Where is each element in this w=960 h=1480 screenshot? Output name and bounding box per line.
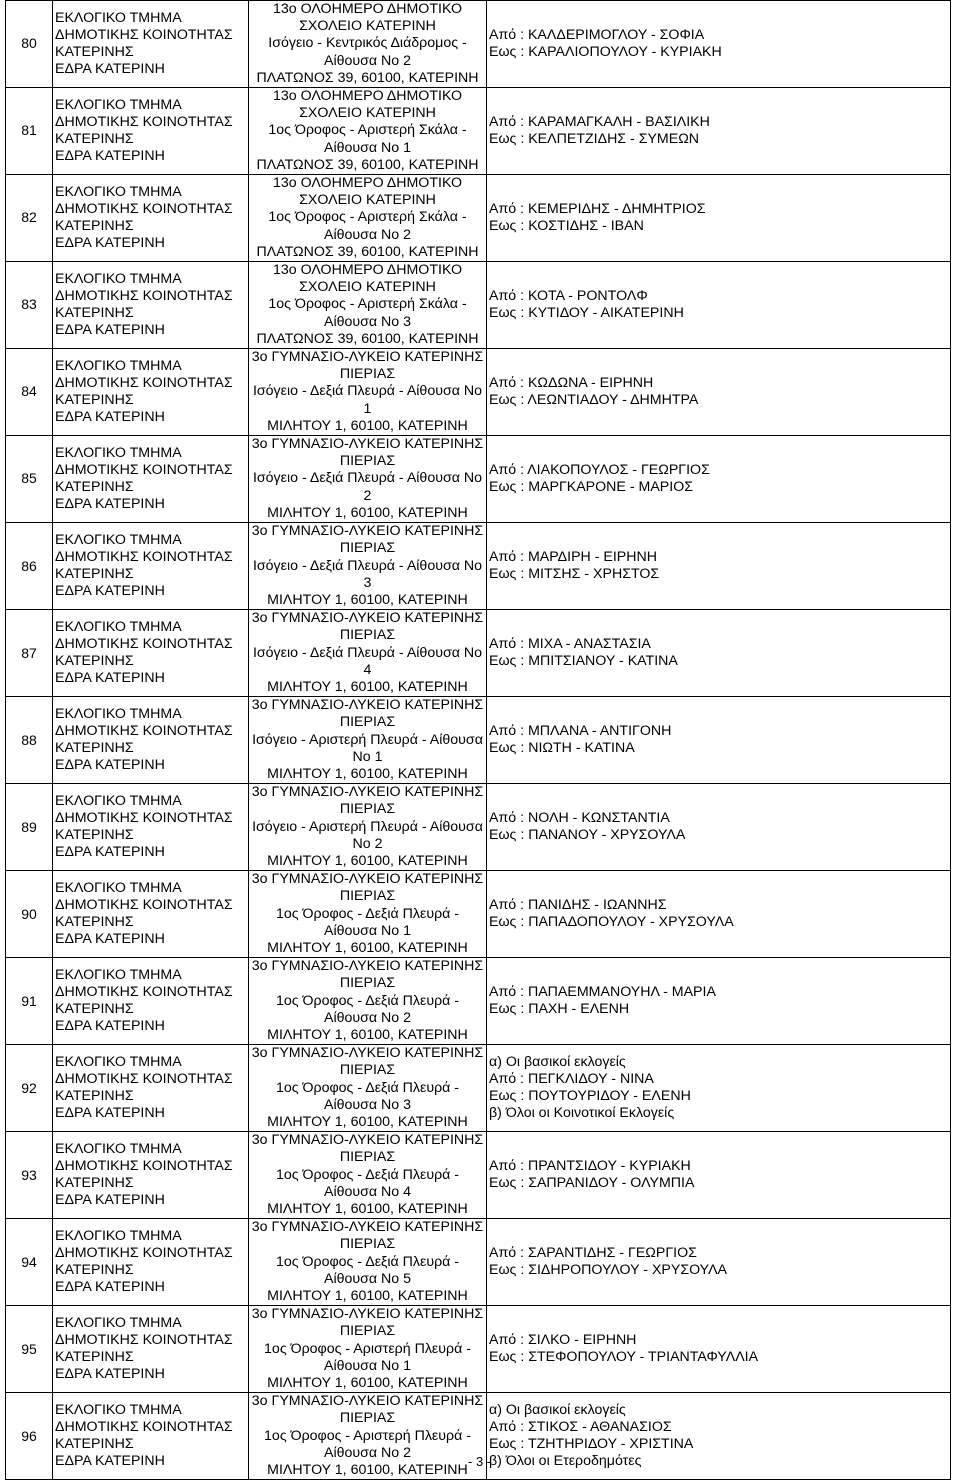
voter-range-line: Εως : ΚΑΡΑΛΙΟΠΟΥΛΟΥ - ΚΥΡΙΑΚΗ — [489, 44, 722, 60]
section-name-cell — [53, 1045, 249, 1132]
voter-range-line: Από : ΠΕΓΚΛΙΔΟΥ - ΝΙΝΑ — [489, 1070, 654, 1087]
section-name-cell — [53, 610, 249, 697]
polling-location-cell — [249, 1219, 487, 1306]
section-name-line: ΚΑΤΕΡΙΝΗΣ — [55, 392, 134, 409]
voter-range-line: Από : ΠΡΑΝΤΣΙΔΟΥ - ΚΥΡΙΑΚΗ — [489, 1158, 691, 1174]
voter-range-line: Από : ΝΟΛΗ - ΚΩΝΣΤΑΝΤΙΑ — [489, 809, 670, 826]
polling-location-line: 3ο ΓΥΜΝΑΣΙΟ-ΛΥΚΕΙΟ ΚΑΤΕΡΙΝΗΣ — [251, 610, 484, 627]
voter-range-cell — [487, 610, 951, 697]
polling-location-line: ΜΙΛΗΤΟΥ 1, 60100, ΚΑΤΕΡΙΝΗ — [267, 852, 468, 869]
polling-location-cell — [249, 1132, 487, 1219]
section-name-line: ΔΗΜΟΤΙΚΗΣ ΚΟΙΝΟΤΗΤΑΣ — [55, 635, 233, 652]
polling-location-line: 3ο ΓΥΜΝΑΣΙΟ-ΛΥΚΕΙΟ ΚΑΤΕΡΙΝΗΣ — [251, 1132, 484, 1149]
polling-location-line: ΜΙΛΗΤΟΥ 1, 60100, ΚΑΤΕΡΙΝΗ — [267, 1462, 468, 1479]
polling-location-line: 1ος Όροφος - Αριστερή Σκάλα - — [268, 122, 467, 139]
section-name-line: ΕΚΛΟΓΙΚΟ ΤΜΗΜΑ — [55, 1053, 182, 1070]
section-name-line: ΕΔΡΑ ΚΑΤΕΡΙΝΗ — [55, 61, 165, 78]
section-name-line: ΚΑΤΕΡΙΝΗΣ — [55, 653, 134, 670]
voter-range-cell — [487, 697, 951, 784]
section-name-line: ΚΑΤΕΡΙΝΗΣ — [55, 827, 134, 844]
section-number: 91 — [6, 958, 53, 1045]
section-name-line: ΕΔΡΑ ΚΑΤΕΡΙΝΗ — [55, 1105, 165, 1122]
section-name-line: ΕΔΡΑ ΚΑΤΕΡΙΝΗ — [55, 931, 165, 948]
table-row — [6, 88, 951, 175]
section-name-cell — [53, 88, 249, 175]
voter-range-cell — [487, 1045, 951, 1132]
section-number: 89 — [6, 784, 53, 871]
polling-location-line: ΜΙΛΗΤΟΥ 1, 60100, ΚΑΤΕΡΙΝΗ — [267, 678, 468, 695]
polling-location-cell — [249, 349, 487, 436]
section-name-line: ΕΚΛΟΓΙΚΟ ΤΜΗΜΑ — [55, 9, 182, 26]
section-name-line: ΕΔΡΑ ΚΑΤΕΡΙΝΗ — [55, 148, 165, 165]
voter-range-line: Από : ΛΙΑΚΟΠΟΥΛΟΣ - ΓΕΩΡΓΙΟΣ — [489, 461, 710, 478]
section-name-line: ΕΔΡΑ ΚΑΤΕΡΙΝΗ — [55, 1279, 165, 1296]
voter-range-line: Από : ΚΩΔΩΝΑ - ΕΙΡΗΝΗ — [489, 374, 654, 391]
section-name-line: ΕΔΡΑ ΚΑΤΕΡΙΝΗ — [55, 757, 165, 774]
polling-location-line: ΠΙΕΡΙΑΣ — [339, 366, 396, 383]
polling-location-line: 13ο ΟΛΟΗΜΕΡΟ ΔΗΜΟΤΙΚΟ — [272, 262, 463, 279]
voter-range-line: Εως : ΛΕΩΝΤΙΑΔΟΥ - ΔΗΜΗΤΡΑ — [489, 392, 699, 409]
voter-range-line: Από : ΚΟΤΑ - ΡΟΝΤΟΛΦ — [489, 287, 648, 304]
polling-location-line: ΜΙΛΗΤΟΥ 1, 60100, ΚΑΤΕΡΙΝΗ — [267, 1288, 468, 1305]
voter-range-line: Εως : ΣΑΠΡΑΝΙΔΟΥ - ΟΛΥΜΠΙΑ — [489, 1175, 695, 1192]
section-name-line: ΕΚΛΟΓΙΚΟ ΤΜΗΜΑ — [55, 357, 182, 374]
section-name-line: ΕΔΡΑ ΚΑΤΕΡΙΝΗ — [55, 322, 165, 339]
polling-location-line: ΠΙΕΡΙΑΣ — [339, 888, 396, 905]
polling-location-line: Νο 1 — [352, 748, 383, 765]
voter-range-line: Εως : ΜΙΤΣΗΣ - ΧΡΗΣΤΟΣ — [489, 566, 660, 583]
polling-location-cell — [249, 697, 487, 784]
table-row — [6, 1045, 951, 1132]
section-name-cell — [53, 349, 249, 436]
table-row — [6, 262, 951, 349]
voter-range-line: Εως : ΤΖΗΤΗΡΙΔΟΥ - ΧΡΙΣΤΙΝΑ — [489, 1436, 694, 1453]
section-name-line: ΚΑΤΕΡΙΝΗΣ — [55, 305, 134, 322]
polling-location-line: 1ος Όροφος - Αριστερή Πλευρά - — [264, 1340, 471, 1357]
voter-range-cell — [487, 1132, 951, 1219]
polling-location-line: 1ος Όροφος - Δεξιά Πλευρά - — [275, 1253, 460, 1270]
section-name-line: ΔΗΜΟΤΙΚΗΣ ΚΟΙΝΟΤΗΤΑΣ — [55, 722, 233, 739]
voter-range-line: Εως : ΜΑΡΓΚΑΡΟΝΕ - ΜΑΡΙΟΣ — [489, 479, 693, 496]
voter-range-line: Από : ΜΑΡΔΙΡΗ - ΕΙΡΗΝΗ — [489, 548, 657, 565]
polling-location-line: ΣΧΟΛΕΙΟ ΚΑΤΕΡΙΝΗ — [299, 18, 436, 35]
voter-range-cell — [487, 88, 951, 175]
voter-range-cell — [487, 784, 951, 871]
voter-range-cell — [487, 349, 951, 436]
table-row — [6, 1219, 951, 1306]
polling-location-line: 3ο ΓΥΜΝΑΣΙΟ-ΛΥΚΕΙΟ ΚΑΤΕΡΙΝΗΣ — [251, 1045, 484, 1062]
section-name-line: ΕΚΛΟΓΙΚΟ ΤΜΗΜΑ — [55, 96, 182, 113]
section-number: 92 — [6, 1045, 53, 1132]
section-number: 85 — [6, 436, 53, 523]
polling-location-cell — [249, 88, 487, 175]
table-body — [6, 1, 951, 1480]
section-name-cell — [53, 1219, 249, 1306]
section-name-line: ΕΔΡΑ ΚΑΤΕΡΙΝΗ — [55, 583, 165, 600]
voter-range-line: β) Όλοι οι Κοινοτικοί Εκλογείς — [489, 1105, 675, 1122]
section-name-line: ΔΗΜΟΤΙΚΗΣ ΚΟΙΝΟΤΗΤΑΣ — [55, 26, 233, 43]
section-name-line: ΔΗΜΟΤΙΚΗΣ ΚΟΙΝΟΤΗΤΑΣ — [55, 1419, 233, 1436]
polling-location-cell — [249, 436, 487, 523]
section-number: 94 — [6, 1219, 53, 1306]
voter-range-line: Από : ΣΑΡΑΝΤΙΔΗΣ - ΓΕΩΡΓΙΟΣ — [489, 1245, 697, 1262]
polling-location-line: ΜΙΛΗΤΟΥ 1, 60100, ΚΑΤΕΡΙΝΗ — [267, 1375, 468, 1392]
section-number: 88 — [6, 697, 53, 784]
polling-location-line: 1ος Όροφος - Αριστερή Σκάλα - — [268, 296, 467, 313]
polling-location-cell — [249, 871, 487, 958]
voter-range-line: Εως : ΣΙΔΗΡΟΠΟΥΛΟΥ - ΧΡΥΣΟΥΛΑ — [489, 1262, 728, 1279]
section-name-cell — [53, 784, 249, 871]
polling-location-line: ΠΙΕΡΙΑΣ — [339, 627, 396, 644]
section-number: 83 — [6, 262, 53, 349]
polling-location-line: 3ο ΓΥΜΝΑΣΙΟ-ΛΥΚΕΙΟ ΚΑΤΕΡΙΝΗΣ — [251, 523, 484, 540]
section-name-line: ΕΔΡΑ ΚΑΤΕΡΙΝΗ — [55, 235, 165, 252]
section-number: 80 — [6, 1, 53, 88]
polling-location-line: Ισόγειο - Κεντρικός Διάδρομος - — [268, 35, 467, 52]
section-name-cell — [53, 1, 249, 88]
polling-location-line: 13ο ΟΛΟΗΜΕΡΟ ΔΗΜΟΤΙΚΟ — [272, 1, 463, 17]
section-name-line: ΕΚΛΟΓΙΚΟ ΤΜΗΜΑ — [55, 183, 182, 200]
polling-location-cell — [249, 958, 487, 1045]
polling-location-line: 3ο ΓΥΜΝΑΣΙΟ-ΛΥΚΕΙΟ ΚΑΤΕΡΙΝΗΣ — [251, 1306, 484, 1323]
polling-stations-table — [5, 0, 951, 1480]
polling-location-line: ΠΛΑΤΩΝΟΣ 39, 60100, ΚΑΤΕΡΙΝΗ — [256, 243, 479, 260]
section-name-line: ΚΑΤΕΡΙΝΗΣ — [55, 1349, 134, 1366]
voter-range-line: β) Όλοι οι Ετεροδημότες — [489, 1453, 642, 1470]
polling-location-line: Αίθουσα Νο 2 — [323, 52, 412, 69]
voter-range-cell — [487, 175, 951, 262]
voter-range-line: Εως : ΚΕΛΠΕΤΖΙΔΗΣ - ΣΥΜΕΩΝ — [489, 131, 700, 148]
voter-range-line: Από : ΚΑΡΑΜΑΓΚΑΛΗ - ΒΑΣΙΛΙΚΗ — [489, 113, 710, 130]
polling-location-line: 1ος Όροφος - Δεξιά Πλευρά - — [275, 905, 460, 922]
table-row — [6, 1132, 951, 1219]
section-name-line: ΕΚΛΟΓΙΚΟ ΤΜΗΜΑ — [55, 1140, 182, 1157]
section-name-line: ΔΗΜΟΤΙΚΗΣ ΚΟΙΝΟΤΗΤΑΣ — [55, 461, 233, 478]
polling-location-line: Αίθουσα Νο 1 — [323, 139, 412, 156]
section-name-line: ΕΔΡΑ ΚΑΤΕΡΙΝΗ — [55, 409, 165, 426]
polling-location-line: ΠΙΕΡΙΑΣ — [339, 1062, 396, 1079]
section-name-line: ΔΗΜΟΤΙΚΗΣ ΚΟΙΝΟΤΗΤΑΣ — [55, 548, 233, 565]
section-name-line: ΕΚΛΟΓΙΚΟ ΤΜΗΜΑ — [55, 1401, 182, 1418]
section-name-line: ΕΚΛΟΓΙΚΟ ΤΜΗΜΑ — [55, 444, 182, 461]
voter-range-line: α) Οι βασικοί εκλογείς — [489, 1053, 626, 1070]
polling-location-line: Ισόγειο - Δεξιά Πλευρά - Αίθουσα Νο — [252, 644, 483, 661]
section-name-cell — [53, 1132, 249, 1219]
section-name-line: ΕΚΛΟΓΙΚΟ ΤΜΗΜΑ — [55, 879, 182, 896]
voter-range-cell — [487, 262, 951, 349]
voter-range-line: Εως : ΠΟΥΤΟΥΡΙΔΟΥ - ΕΛΕΝΗ — [489, 1088, 691, 1105]
section-name-line: ΚΑΤΕΡΙΝΗΣ — [55, 740, 134, 757]
polling-location-line: 3ο ΓΥΜΝΑΣΙΟ-ΛΥΚΕΙΟ ΚΑΤΕΡΙΝΗΣ — [251, 697, 484, 714]
voter-range-line: Από : ΚΑΛΔΕΡΙΜΟΓΛΟΥ - ΣΟΦΙΑ — [489, 26, 705, 43]
table-row — [6, 1306, 951, 1393]
polling-location-cell — [249, 262, 487, 349]
polling-location-line: 2 — [363, 487, 372, 504]
polling-location-line: Ισόγειο - Δεξιά Πλευρά - Αίθουσα Νο — [252, 383, 483, 400]
polling-location-cell — [249, 1306, 487, 1393]
polling-location-line: Αίθουσα Νο 4 — [323, 1183, 412, 1200]
voter-range-line: α) Οι βασικοί εκλογείς — [489, 1401, 626, 1418]
polling-location-line: ΜΙΛΗΤΟΥ 1, 60100, ΚΑΤΕΡΙΝΗ — [267, 1114, 468, 1130]
section-name-line: ΔΗΜΟΤΙΚΗΣ ΚΟΙΝΟΤΗΤΑΣ — [55, 200, 233, 217]
section-number: 87 — [6, 610, 53, 697]
table-row — [6, 610, 951, 697]
voter-range-cell — [487, 523, 951, 610]
polling-location-line: ΣΧΟΛΕΙΟ ΚΑΤΕΡΙΝΗ — [299, 192, 436, 209]
polling-location-line: 3ο ΓΥΜΝΑΣΙΟ-ΛΥΚΕΙΟ ΚΑΤΕΡΙΝΗΣ — [251, 1393, 484, 1410]
section-name-line: ΚΑΤΕΡΙΝΗΣ — [55, 1262, 134, 1279]
section-name-line: ΚΑΤΕΡΙΝΗΣ — [55, 1001, 134, 1018]
table-row — [6, 784, 951, 871]
section-name-line: ΚΑΤΕΡΙΝΗΣ — [55, 914, 134, 931]
polling-location-line: ΜΙΛΗΤΟΥ 1, 60100, ΚΑΤΕΡΙΝΗ — [267, 1026, 468, 1043]
polling-location-line: Ισόγειο - Δεξιά Πλευρά - Αίθουσα Νο — [252, 557, 483, 574]
polling-location-line: ΠΙΕΡΙΑΣ — [339, 1236, 396, 1253]
section-name-cell — [53, 262, 249, 349]
voter-range-line: Από : ΣΙΛΚΟ - ΕΙΡΗΝΗ — [489, 1332, 637, 1349]
section-name-line: ΔΗΜΟΤΙΚΗΣ ΚΟΙΝΟΤΗΤΑΣ — [55, 287, 233, 304]
voter-range-line: Από : ΣΤΙΚΟΣ - ΑΘΑΝΑΣΙΟΣ — [489, 1419, 672, 1436]
polling-location-line: 13ο ΟΛΟΗΜΕΡΟ ΔΗΜΟΤΙΚΟ — [272, 88, 463, 105]
section-name-line: ΚΑΤΕΡΙΝΗΣ — [55, 44, 134, 60]
polling-location-line: Αίθουσα Νο 2 — [323, 226, 412, 243]
polling-location-line: 1 — [363, 400, 372, 417]
section-name-line: ΕΚΛΟΓΙΚΟ ΤΜΗΜΑ — [55, 792, 182, 809]
section-number: 82 — [6, 175, 53, 262]
section-name-line: ΔΗΜΟΤΙΚΗΣ ΚΟΙΝΟΤΗΤΑΣ — [55, 809, 233, 826]
polling-location-line: ΜΙΛΗΤΟΥ 1, 60100, ΚΑΤΕΡΙΝΗ — [267, 417, 468, 434]
section-number: 84 — [6, 349, 53, 436]
voter-range-line: Από : ΠΑΠΑΕΜΜΑΝΟΥΗΛ - ΜΑΡΙΑ — [489, 983, 716, 1000]
section-name-line: ΚΑΤΕΡΙΝΗΣ — [55, 218, 134, 235]
voter-range-cell — [487, 1393, 951, 1480]
polling-location-line: ΠΙΕΡΙΑΣ — [339, 1410, 396, 1427]
polling-location-line: 3ο ΓΥΜΝΑΣΙΟ-ΛΥΚΕΙΟ ΚΑΤΕΡΙΝΗΣ — [251, 958, 484, 975]
section-name-line: ΕΚΛΟΓΙΚΟ ΤΜΗΜΑ — [55, 1314, 182, 1331]
polling-location-line: 13ο ΟΛΟΗΜΕΡΟ ΔΗΜΟΤΙΚΟ — [272, 175, 463, 192]
section-number: 81 — [6, 88, 53, 175]
polling-location-line: ΠΙΕΡΙΑΣ — [339, 801, 396, 818]
section-name-line: ΕΚΛΟΓΙΚΟ ΤΜΗΜΑ — [55, 531, 182, 548]
section-name-line: ΔΗΜΟΤΙΚΗΣ ΚΟΙΝΟΤΗΤΑΣ — [55, 1158, 233, 1174]
voter-range-cell — [487, 871, 951, 958]
voter-range-line: Εως : ΠΑΝΑΝΟΥ - ΧΡΥΣΟΥΛΑ — [489, 827, 686, 844]
section-name-line: ΕΔΡΑ ΚΑΤΕΡΙΝΗ — [55, 1192, 165, 1209]
section-name-line: ΚΑΤΕΡΙΝΗΣ — [55, 1175, 134, 1192]
polling-location-line: ΣΧΟΛΕΙΟ ΚΑΤΕΡΙΝΗ — [299, 279, 436, 296]
polling-location-line: 3ο ΓΥΜΝΑΣΙΟ-ΛΥΚΕΙΟ ΚΑΤΕΡΙΝΗΣ — [251, 1219, 484, 1236]
section-name-line: ΕΔΡΑ ΚΑΤΕΡΙΝΗ — [55, 844, 165, 861]
voter-range-cell — [487, 1, 951, 88]
polling-location-line: ΠΙΕΡΙΑΣ — [339, 540, 396, 557]
polling-location-line: 3 — [363, 574, 372, 591]
section-name-cell — [53, 523, 249, 610]
section-name-line: ΕΚΛΟΓΙΚΟ ΤΜΗΜΑ — [55, 1227, 182, 1244]
table-row — [6, 1, 951, 88]
polling-location-line: ΠΙΕΡΙΑΣ — [339, 975, 396, 992]
section-name-cell — [53, 871, 249, 958]
polling-location-line: Ισόγειο - Αριστερή Πλευρά - Αίθουσα — [252, 818, 483, 835]
polling-location-line: ΠΛΑΤΩΝΟΣ 39, 60100, ΚΑΤΕΡΙΝΗ — [256, 69, 479, 86]
voter-range-line: Από : ΠΑΝΙΔΗΣ - ΙΩΑΝΝΗΣ — [489, 896, 667, 913]
table-row — [6, 523, 951, 610]
section-name-cell — [53, 958, 249, 1045]
section-name-cell — [53, 436, 249, 523]
polling-location-line: 3ο ΓΥΜΝΑΣΙΟ-ΛΥΚΕΙΟ ΚΑΤΕΡΙΝΗΣ — [251, 349, 484, 366]
section-name-line: ΚΑΤΕΡΙΝΗΣ — [55, 566, 134, 583]
polling-location-line: Αίθουσα Νο 3 — [323, 1096, 412, 1113]
polling-location-line: 3ο ΓΥΜΝΑΣΙΟ-ΛΥΚΕΙΟ ΚΑΤΕΡΙΝΗΣ — [251, 871, 484, 888]
polling-location-cell — [249, 175, 487, 262]
table-row — [6, 349, 951, 436]
section-name-line: ΔΗΜΟΤΙΚΗΣ ΚΟΙΝΟΤΗΤΑΣ — [55, 113, 233, 130]
polling-location-line: 1ος Όροφος - Αριστερή Σκάλα - — [268, 209, 467, 226]
voter-range-line: Από : ΜΠΛΑΝΑ - ΑΝΤΙΓΟΝΗ — [489, 722, 672, 739]
polling-location-line: 1ος Όροφος - Δεξιά Πλευρά - — [275, 1166, 460, 1183]
polling-location-line: 4 — [363, 661, 372, 678]
polling-location-cell — [249, 1, 487, 88]
section-name-line: ΕΔΡΑ ΚΑΤΕΡΙΝΗ — [55, 1366, 165, 1383]
section-name-line: ΔΗΜΟΤΙΚΗΣ ΚΟΙΝΟΤΗΤΑΣ — [55, 1332, 233, 1349]
voter-range-cell — [487, 958, 951, 1045]
section-name-cell — [53, 1306, 249, 1393]
polling-location-line: ΜΙΛΗΤΟΥ 1, 60100, ΚΑΤΕΡΙΝΗ — [267, 504, 468, 521]
voter-range-line: Εως : ΣΤΕΦΟΠΟΥΛΟΥ - ΤΡΙΑΝΤΑΦΥΛΛΙΑ — [489, 1349, 759, 1366]
polling-location-line: Αίθουσα Νο 1 — [323, 1357, 412, 1374]
section-name-line: ΕΔΡΑ ΚΑΤΕΡΙΝΗ — [55, 1018, 165, 1035]
polling-location-line: ΠΙΕΡΙΑΣ — [339, 1149, 396, 1166]
polling-location-line: 3ο ΓΥΜΝΑΣΙΟ-ΛΥΚΕΙΟ ΚΑΤΕΡΙΝΗΣ — [251, 784, 484, 801]
polling-location-line: Νο 2 — [352, 835, 383, 852]
polling-location-line: ΠΙΕΡΙΑΣ — [339, 714, 396, 731]
polling-location-line: ΠΛΑΤΩΝΟΣ 39, 60100, ΚΑΤΕΡΙΝΗ — [256, 156, 479, 173]
section-name-line: ΕΚΛΟΓΙΚΟ ΤΜΗΜΑ — [55, 705, 182, 722]
voter-range-line: Εως : ΝΙΩΤΗ - ΚΑΤΙΝΑ — [489, 740, 635, 757]
section-name-line: ΕΚΛΟΓΙΚΟ ΤΜΗΜΑ — [55, 966, 182, 983]
section-name-cell — [53, 175, 249, 262]
polling-location-line: Αίθουσα Νο 5 — [323, 1270, 412, 1287]
table-row — [6, 436, 951, 523]
table-row — [6, 175, 951, 262]
table-row — [6, 871, 951, 958]
section-number: 95 — [6, 1306, 53, 1393]
polling-location-line: Ισόγειο - Αριστερή Πλευρά - Αίθουσα — [252, 731, 483, 748]
polling-location-line: 1ος Όροφος - Αριστερή Πλευρά - — [264, 1427, 471, 1444]
table-row — [6, 958, 951, 1045]
polling-location-line: ΜΙΛΗΤΟΥ 1, 60100, ΚΑΤΕΡΙΝΗ — [267, 591, 468, 608]
section-name-cell — [53, 697, 249, 784]
polling-location-line: ΣΧΟΛΕΙΟ ΚΑΤΕΡΙΝΗ — [299, 105, 436, 122]
polling-location-line: Αίθουσα Νο 1 — [323, 922, 412, 939]
section-name-line: ΕΔΡΑ ΚΑΤΕΡΙΝΗ — [55, 496, 165, 513]
polling-location-line: 1ος Όροφος - Δεξιά Πλευρά - — [275, 992, 460, 1009]
polling-location-cell — [249, 523, 487, 610]
voter-range-cell — [487, 436, 951, 523]
section-name-line: ΔΗΜΟΤΙΚΗΣ ΚΟΙΝΟΤΗΤΑΣ — [55, 374, 233, 391]
polling-location-line: 3ο ΓΥΜΝΑΣΙΟ-ΛΥΚΕΙΟ ΚΑΤΕΡΙΝΗΣ — [251, 436, 484, 453]
polling-location-cell — [249, 610, 487, 697]
polling-location-line: ΠΙΕΡΙΑΣ — [339, 1323, 396, 1340]
polling-location-line: ΜΙΛΗΤΟΥ 1, 60100, ΚΑΤΕΡΙΝΗ — [267, 765, 468, 782]
section-name-line: ΕΔΡΑ ΚΑΤΕΡΙΝΗ — [55, 1453, 165, 1470]
polling-location-cell — [249, 1393, 487, 1480]
section-number: 96 — [6, 1393, 53, 1480]
page-number: - 3 - — [468, 1454, 492, 1469]
section-name-line: ΕΚΛΟΓΙΚΟ ΤΜΗΜΑ — [55, 618, 182, 635]
voter-range-line: Από : ΜΙΧΑ - ΑΝΑΣΤΑΣΙΑ — [489, 635, 651, 652]
section-number: 93 — [6, 1132, 53, 1219]
section-name-line: ΚΑΤΕΡΙΝΗΣ — [55, 1436, 134, 1453]
voter-range-line: Εως : ΚΥΤΙΔΟΥ - ΑΙΚΑΤΕΡΙΝΗ — [489, 305, 684, 322]
polling-stations-document — [5, 0, 950, 1480]
section-name-line: ΚΑΤΕΡΙΝΗΣ — [55, 131, 134, 148]
polling-location-cell — [249, 784, 487, 871]
voter-range-cell — [487, 1306, 951, 1393]
section-name-line: ΕΚΛΟΓΙΚΟ ΤΜΗΜΑ — [55, 270, 182, 287]
section-name-line: ΚΑΤΕΡΙΝΗΣ — [55, 1088, 134, 1105]
polling-location-line: ΠΛΑΤΩΝΟΣ 39, 60100, ΚΑΤΕΡΙΝΗ — [256, 330, 479, 347]
polling-location-line: Αίθουσα Νο 2 — [323, 1009, 412, 1026]
voter-range-line: Εως : ΠΑΧΗ - ΕΛΕΝΗ — [489, 1001, 630, 1018]
voter-range-line: Εως : ΠΑΠΑΔΟΠΟΥΛΟΥ - ΧΡΥΣΟΥΛΑ — [489, 914, 734, 931]
section-number: 86 — [6, 523, 53, 610]
voter-range-line: Από : ΚΕΜΕΡΙΔΗΣ - ΔΗΜΗΤΡΙΟΣ — [489, 200, 706, 217]
section-name-line: ΔΗΜΟΤΙΚΗΣ ΚΟΙΝΟΤΗΤΑΣ — [55, 983, 233, 1000]
section-name-line: ΔΗΜΟΤΙΚΗΣ ΚΟΙΝΟΤΗΤΑΣ — [55, 1245, 233, 1262]
voter-range-cell — [487, 1219, 951, 1306]
section-name-line: ΕΔΡΑ ΚΑΤΕΡΙΝΗ — [55, 670, 165, 687]
voter-range-line: Εως : ΜΠΙΤΣΙΑΝΟΥ - ΚΑΤΙΝΑ — [489, 653, 678, 670]
section-name-cell — [53, 1393, 249, 1480]
section-name-line: ΚΑΤΕΡΙΝΗΣ — [55, 479, 134, 496]
polling-location-line: 1ος Όροφος - Δεξιά Πλευρά - — [275, 1079, 460, 1096]
polling-location-line: Αίθουσα Νο 3 — [323, 313, 412, 330]
polling-location-line: ΜΙΛΗΤΟΥ 1, 60100, ΚΑΤΕΡΙΝΗ — [267, 939, 468, 956]
section-name-line: ΔΗΜΟΤΙΚΗΣ ΚΟΙΝΟΤΗΤΑΣ — [55, 896, 233, 913]
polling-location-cell — [249, 1045, 487, 1132]
table-row — [6, 697, 951, 784]
polling-location-line: Ισόγειο - Δεξιά Πλευρά - Αίθουσα Νο — [252, 470, 483, 487]
section-name-line: ΔΗΜΟΤΙΚΗΣ ΚΟΙΝΟΤΗΤΑΣ — [55, 1070, 233, 1087]
polling-location-line: ΜΙΛΗΤΟΥ 1, 60100, ΚΑΤΕΡΙΝΗ — [267, 1201, 468, 1218]
polling-location-line: ΠΙΕΡΙΑΣ — [339, 453, 396, 470]
section-number: 90 — [6, 871, 53, 958]
polling-location-line: Αίθουσα Νο 2 — [323, 1444, 412, 1461]
voter-range-line: Εως : ΚΟΣΤΙΔΗΣ - ΙΒΑΝ — [489, 218, 644, 235]
